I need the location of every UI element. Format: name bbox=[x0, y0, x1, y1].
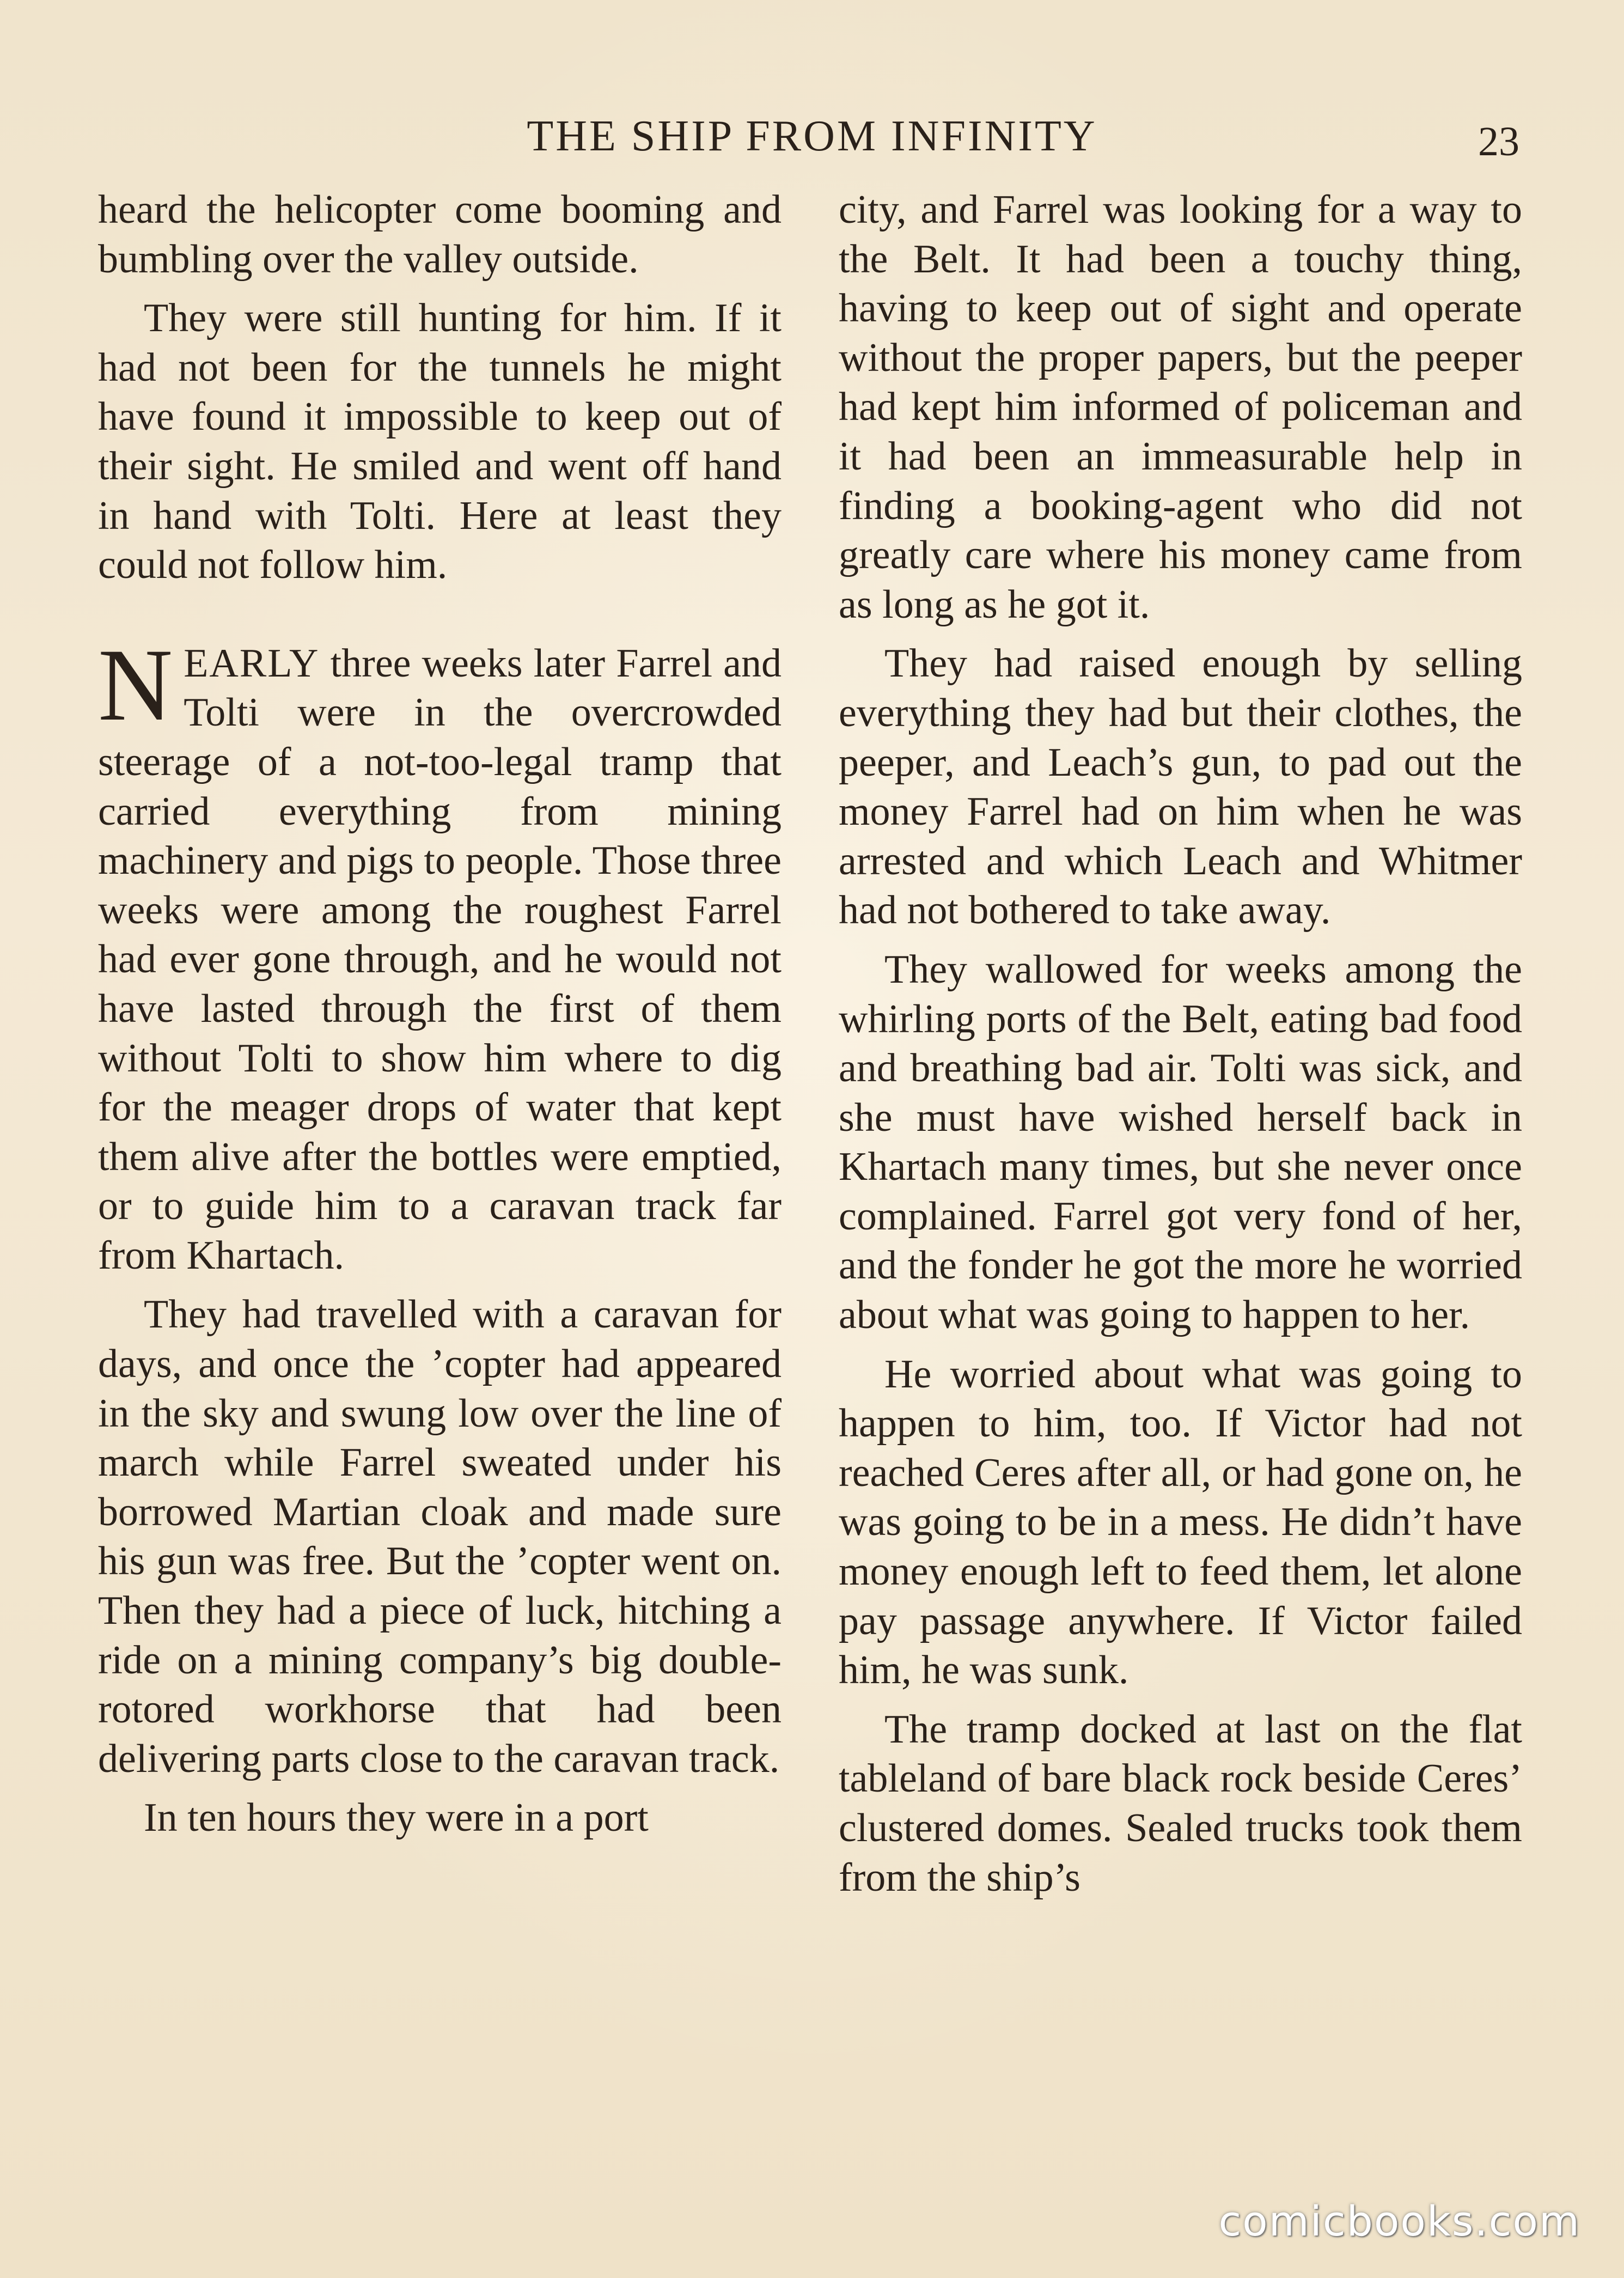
paragraph: They were still hunting for him. If it had not been for the tunnels he might have found it impossible to keep out of their sight. He smiled and went off hand in hand with Tolti. Here at least they could not follow him. bbox=[98, 296, 782, 588]
running-title: THE SHIP FROM INFINITY bbox=[527, 112, 1097, 160]
section-start-paragraph bbox=[98, 628, 782, 1281]
paragraph: He worried about what was going to happen to him, too. If Victor had not reached Ceres after all, or had gone on, he was going to be in a mess. He didn’t have money enough left to feed them, let alone pay passage anywhere. If Victor failed him, he was sunk. bbox=[839, 1351, 1522, 1693]
paragraph: They had travelled with a caravan for days, and once the ’copter had appeared in the sky and swung low over the line of march while Farrel sweated under his borrowed Martian cloak and made sure his gun was free. But the ’copter went on. Then they had a piece of luck, hitching a ride on a mining company’s big double-rotored workhorse that had been delivering parts close to the caravan track. bbox=[98, 1292, 782, 1781]
small-caps-lead: EARLY bbox=[184, 641, 320, 686]
page-number: 23 bbox=[1478, 119, 1519, 165]
paragraph: The tramp docked at last on the flat tableland of bare black rock beside Ceres’ clustered domes. Sealed trucks took them from the ship’s bbox=[839, 1707, 1522, 1900]
paragraph: heard the helicopter come booming and bumbling over the valley outside. bbox=[98, 187, 782, 282]
running-head bbox=[0, 109, 1624, 163]
paragraph: They wallowed for weeks among the whirling ports of the Belt, eating bad food and breathing bad air. Tolti was sick, and she must have wished herself back in Khartach many times, but she never once complained. Farrel got very fond of her, and the fonder he got the more he worried about what was going to happen to her. bbox=[839, 947, 1522, 1338]
right-column bbox=[839, 185, 1522, 1912]
drop-cap: N bbox=[98, 628, 173, 742]
paragraph: city, and Farrel was looking for a way to the Belt. It had been a touchy thing, having to keep out of sight and operate without the proper papers, but the peeper had kept him informed of policeman and it had been an immeasurable help in finding a booking-agent who did not greatly care where his money came from as long as he got it. bbox=[839, 187, 1522, 627]
paragraph: They had raised enough by selling everything they had but their clothes, the peeper, and Leach’s gun, to pad out the money Farrel had on him when he was arrested and which Leach and Whitmer had not bothered to take away. bbox=[839, 641, 1522, 933]
paragraph: In ten hours they were in a port bbox=[144, 1795, 649, 1841]
paragraph-text: three weeks later Farrel and Tolti were in the overcrowded steerage of a not-too-legal tramp that carried everything from mining machinery and pigs to people. Those three weeks were among the roughest Farrel had ever gone through, and he would not have lasted through the first of them without Tolti to show him where to dig for the meager drops of water that kept them alive after the bottles were emptied, or to guide him to a caravan track far from Khartach. bbox=[98, 641, 782, 1278]
left-column bbox=[98, 185, 782, 1853]
watermark: comicbooks.com bbox=[1218, 2197, 1580, 2245]
